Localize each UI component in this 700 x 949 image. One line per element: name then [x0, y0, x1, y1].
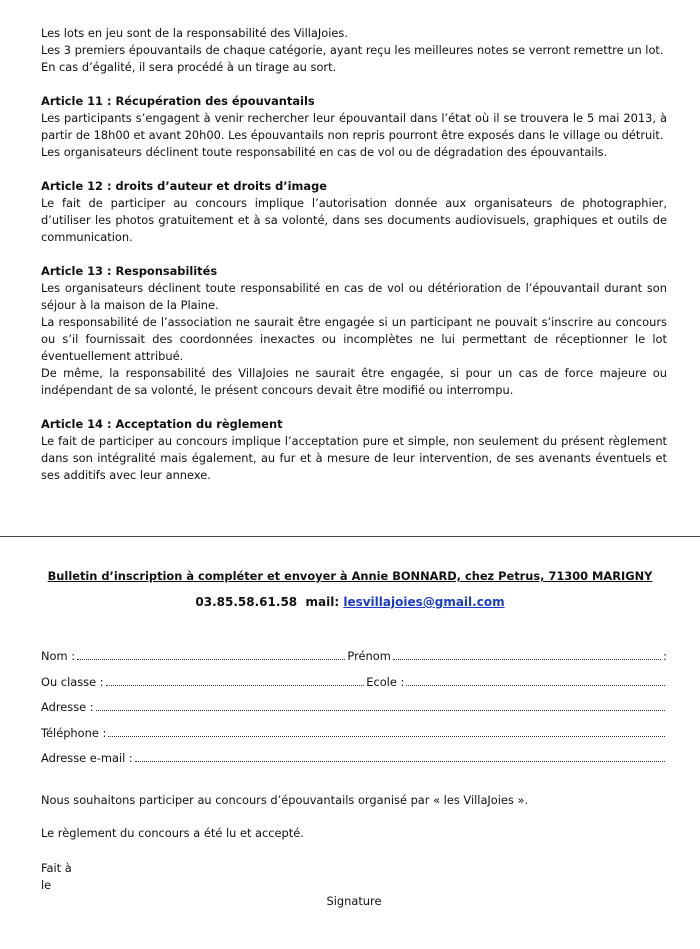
article-13-paragraph: Les organisateurs déclinent toute responsabilité en cas de vol ou détérioration de l’épouvantail durant son séjour à la maison de la Plaine.: [41, 281, 667, 312]
article-12-title: Article 12 : droits d’auteur et droits d’image: [41, 179, 327, 193]
email-label: Adresse e-mail :: [41, 751, 133, 765]
telephone-label: Téléphone :: [41, 726, 107, 740]
intro-line: Les lots en jeu sont de la responsabilité des VillaJoies.: [41, 26, 348, 40]
intro-line: En cas d’égalité, il sera procédé à un tirage au sort.: [41, 60, 337, 74]
prenom-end: :: [663, 649, 668, 663]
date-label: le: [41, 878, 52, 892]
article-14-paragraph: Le fait de participer au concours implique l’acceptation pure et simple, non seulement du présent règlement dans son intégralité mais également, au fur et à mesure de leur intervention, de ses avenants éventuels et ses additifs avec leur annexe.: [41, 434, 667, 482]
article-13-paragraph: La responsabilité de l’association ne saurait être engagée si un participant ne pouvait s’inscrire au concours ou s’il fournissait des coordonnées inexactes ou incomplètes ne lui permettant de réceptionner le lot éventuellement attribué.: [41, 315, 667, 363]
nom-label: Nom :: [41, 649, 76, 663]
email-row: [41, 749, 667, 767]
fait-a-label: Fait à: [41, 861, 72, 875]
classe-ecole-row: [41, 673, 667, 691]
signature-label: Signature: [326, 894, 382, 908]
article-13-paragraph: De même, la responsabilité des VillaJoies ne saurait être engagée, si pour un cas de force majeure ou indépendant de sa volonté, le présent concours devait être modifié ou interrompu.: [41, 366, 667, 397]
rules-accepted-statement: Le règlement du concours a été lu et accepté.: [41, 826, 304, 840]
classe-label: Ou classe :: [41, 675, 104, 689]
adresse-field[interactable]: [96, 698, 665, 711]
nom-prenom-row: [41, 647, 667, 665]
email-field[interactable]: [135, 749, 665, 762]
article-11-title: Article 11 : Récupération des épouvantails: [41, 94, 315, 108]
section-divider: [0, 536, 700, 537]
classe-field[interactable]: [106, 673, 365, 686]
contact-mail-link[interactable]: lesvillajoies@gmail.com: [343, 595, 505, 609]
contact-mail-label: mail:: [305, 595, 340, 609]
prenom-label: Prénom: [347, 649, 391, 663]
telephone-field[interactable]: [108, 724, 665, 737]
contact-line: [0, 594, 700, 611]
intro-line: Les 3 premiers épouvantails de chaque catégorie, ayant reçu les meilleures notes se verront remettre un lot.: [41, 43, 664, 57]
adresse-label: Adresse :: [41, 700, 94, 714]
prenom-field[interactable]: [393, 647, 661, 660]
telephone-row: [41, 724, 667, 742]
article-14-title: Article 14 : Acceptation du règlement: [41, 417, 283, 431]
nom-field[interactable]: [77, 647, 345, 660]
bulletin-heading: Bulletin d’inscription à compléter et envoyer à Annie BONNARD, chez Petrus, 71300 MARIGNY: [47, 569, 653, 583]
article-12-paragraph: Le fait de participer au concours implique l’autorisation donnée aux organisateurs de photographier, d’utiliser les photos gratuitement et à sa volonté, dans ses documents audiovisuels, graphiques et outils de communication.: [41, 196, 667, 244]
rules-section: [41, 25, 667, 484]
article-11-paragraph: Les organisateurs déclinent toute responsabilité en cas de vol ou de dégradation des épouvantails.: [41, 145, 608, 159]
article-11-paragraph: Les participants s’engagent à venir rechercher leur épouvantail dans l’état où il se trouvera le 5 mai 2013, à partir de 18h00 et avant 20h00. Les épouvantails non repris pourront être exposés dans le village ou détruit.: [41, 111, 667, 142]
ecole-label: Ecole :: [366, 675, 405, 689]
adresse-row: [41, 698, 667, 716]
ecole-field[interactable]: [406, 673, 665, 686]
contact-phone: 03.85.58.61.58: [195, 595, 298, 609]
participation-statement: Nous souhaitons participer au concours d’épouvantails organisé par « les VillaJoies ».: [41, 793, 529, 807]
article-13-title: Article 13 : Responsabilités: [41, 264, 218, 278]
